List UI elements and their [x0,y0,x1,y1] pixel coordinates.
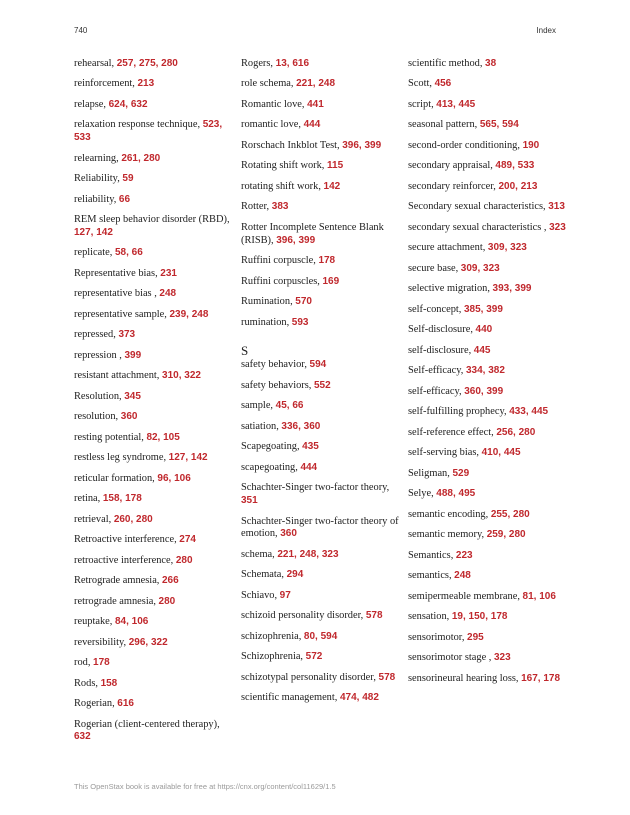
page-references-link[interactable]: 167, 178 [521,672,561,684]
index-term: secondary sexual characteristics , [408,221,550,233]
index-term: resolution, [74,411,121,423]
index-term: Ruffini corpuscles, [241,275,323,287]
index-entry [74,329,232,342]
index-entry [74,370,232,383]
page-references-link[interactable]: 440 [475,324,493,336]
page-references-link[interactable]: 169 [322,275,340,287]
page-references-link[interactable]: 274 [179,534,196,546]
index-entry [241,276,399,289]
index-term: replicate, [74,247,115,259]
index-term: scientific method, [408,58,486,69]
page-references-link[interactable]: 295 [467,631,484,643]
index-entry [408,529,566,542]
page-references-link[interactable]: 294 [286,569,304,581]
page-references-link[interactable]: 399 [124,349,142,361]
index-term: rehearsal, [74,58,117,69]
index-entry [241,222,399,248]
index-entry [241,516,399,542]
index-entry [408,58,566,71]
page-references-link[interactable]: 313 [548,201,565,213]
index-term: rotating shift work, [241,180,324,192]
index-term: retroactive interference, [74,554,176,566]
index-entry [408,201,566,214]
index-entry [74,432,232,445]
index-term: Schachter-Singer two-factor theory, [241,482,390,494]
page-references-link[interactable]: 280 [175,554,193,566]
page-references-link[interactable]: 296, 322 [128,636,168,648]
index-term: semantic encoding, [408,508,491,520]
index-entry [74,473,232,486]
page-references-link[interactable]: 127, 142 [74,226,113,238]
page-references-link[interactable]: 310, 322 [162,370,201,382]
index-column-2 [241,58,399,713]
index-entry [74,637,232,650]
index-column-1 [74,58,232,752]
index-term: Rorschach Inkblot Test, [241,139,343,151]
index-entry [74,214,232,240]
index-entry [74,616,232,629]
index-entry [241,380,399,393]
index-term: reliability, [74,193,119,205]
index-entry [241,359,399,372]
index-term: Retrograde amnesia, [74,575,162,587]
index-term: representative bias , [74,288,160,300]
page-references-link[interactable]: 373 [118,329,136,341]
page-references-link[interactable]: 624, 632 [108,98,148,110]
index-term: rumination, [241,316,292,328]
page-references-link[interactable]: 45, 66 [275,400,304,412]
page-references-link[interactable]: 19, 150, 178 [451,611,508,623]
page-references-link[interactable]: 456 [434,78,452,90]
page-references-link[interactable]: 255, 280 [490,508,530,520]
index-term: retrograde amnesia, [74,595,159,607]
page-references-link[interactable]: 256, 280 [496,426,536,438]
index-term: Scapegoating, [241,441,303,453]
index-entry [408,550,566,563]
index-entry [408,181,566,194]
index-entry [74,58,232,71]
index-entry [74,99,232,112]
index-term: reversibility, [74,636,129,648]
index-entry [74,288,232,301]
index-term: schema, [241,548,278,560]
index-term: semantic memory, [408,529,487,541]
index-term: reticular formation, [74,472,158,484]
page-references-link[interactable]: 178 [93,657,110,669]
index-term: scapegoating, [241,461,301,473]
page-references-link[interactable]: 360, 399 [464,385,504,397]
page-references-link[interactable]: 200, 213 [498,180,538,192]
index-term: Schachter-Singer two-factor theory of emotion, [241,515,399,540]
index-term: Rods, [74,677,101,689]
index-entry [408,99,566,112]
index-entry [408,447,566,460]
index-term: retrieval, [74,513,114,525]
index-term: Semantics, [408,549,456,561]
index-entry [408,304,566,317]
page-references-link[interactable]: 445 [473,344,491,356]
page-references-link[interactable]: 413, 445 [436,98,476,110]
page-references-link[interactable]: 383 [271,201,289,213]
page-references-link[interactable]: 309, 323 [487,242,527,254]
page-references-link[interactable]: 84, 106 [114,616,149,628]
page-references-link[interactable]: 323 [494,652,511,664]
page-references-link[interactable]: 594 [309,359,327,371]
index-term: relaxation response technique, [74,119,203,131]
index-entry [241,119,399,132]
index-entry [408,283,566,296]
page-references-link[interactable]: 80, 594 [303,630,338,642]
index-term: reinforcement, [74,78,138,90]
index-entry [241,317,399,330]
page-references-link[interactable]: 96, 106 [157,472,191,484]
page-references-link[interactable]: 323 [549,221,566,233]
page-references-link[interactable]: 334, 382 [465,365,505,377]
page-references-link[interactable]: 81, 106 [522,590,556,602]
index-term: Resolution, [74,390,125,402]
index-term: sensorimotor stage , [408,652,494,664]
index-entry [408,611,566,624]
index-term: self-reference effect, [408,426,497,438]
page-references-link[interactable]: 213 [137,78,155,90]
index-entry [241,441,399,454]
index-entry [241,610,399,623]
index-entry [74,657,232,670]
page-references-link[interactable]: 257, 275, 280 [116,58,178,69]
index-term: satiation, [241,420,282,432]
index-term: sample, [241,400,276,412]
index-term: seasonal pattern, [408,119,480,131]
page-references-link[interactable]: 261, 280 [121,152,161,164]
index-entry [408,140,566,153]
index-term: sensorineural hearing loss, [408,672,522,684]
page-references-link[interactable]: 178 [318,255,336,267]
index-entry [74,194,232,207]
index-term: Romantic love, [241,98,308,110]
index-entry [241,58,399,71]
index-term: Rogers, [241,58,276,69]
page-references-link[interactable]: 259, 280 [486,529,526,541]
page-references-link[interactable]: 572 [305,651,323,663]
page-references-link[interactable]: 396, 399 [342,139,382,151]
index-entry [408,365,566,378]
index-entry [241,400,399,413]
page-references-link[interactable]: 190 [522,139,540,151]
page-references-link[interactable]: 616 [117,698,134,710]
index-entry [408,468,566,481]
index-term: Rumination, [241,296,296,308]
index-entry [74,452,232,465]
index-term: Schemata, [241,569,287,581]
page-references-link[interactable]: 593 [291,316,309,328]
page-references-link[interactable]: 223 [455,549,473,561]
index-entry [74,78,232,91]
index-term: Reliability, [74,173,123,185]
index-entry [408,632,566,645]
running-header-section: Index [536,26,556,35]
page-references-link[interactable]: 474, 482 [339,692,379,704]
index-entry [241,549,399,562]
index-term: self-serving bias, [408,447,482,459]
index-entry [241,255,399,268]
index-term: semantics, [408,570,455,582]
index-entry [74,555,232,568]
index-term: Self-efficacy, [408,365,466,377]
page-references-link[interactable]: 231 [160,267,177,279]
page-references-link[interactable]: 59 [122,173,134,185]
index-term: Retroactive interference, [74,534,180,546]
index-entry [408,242,566,255]
index-term: secondary appraisal, [408,160,496,172]
index-term: self-fulfilling prophecy, [408,406,510,418]
footer-note: This OpenStax book is available for free at https://cnx.org/content/col11629/1.5 [74,782,336,791]
index-term: Rogerian, [74,698,118,710]
index-entry [74,268,232,281]
index-entry [74,493,232,506]
index-entry [241,160,399,173]
index-term: Schizophrenia, [241,651,306,663]
index-term: Scott, [408,78,435,90]
index-term: safety behaviors, [241,379,314,391]
page-references-link[interactable]: 239, 248 [169,308,209,320]
index-entry [408,119,566,132]
index-entry [74,119,232,145]
page-references-link[interactable]: 570 [295,296,312,308]
index-entry [74,350,232,363]
index-entry [408,427,566,440]
index-term: repression , [74,349,125,361]
index-entry [408,652,566,665]
index-entry [74,534,232,547]
page-references-link[interactable]: 385, 399 [463,303,503,315]
index-term: schizoid personality disorder, [241,610,366,622]
index-term: Rotating shift work, [241,160,328,172]
index-term: restless leg syndrome, [74,452,169,464]
index-term: script, [408,98,437,110]
index-term: resting potential, [74,431,147,443]
page-references-link[interactable]: 280 [158,595,176,607]
page-references-link[interactable]: 345 [124,390,141,402]
index-entry [241,651,399,664]
index-term: relearning, [74,152,122,164]
index-term: schizophrenia, [241,630,304,642]
index-term: self-concept, [408,303,464,315]
page-references-link[interactable]: 248 [159,288,177,300]
page-references-link[interactable]: 565, 594 [479,119,519,131]
index-entry [74,173,232,186]
index-entry [408,406,566,419]
index-entry [74,514,232,527]
index-entry [74,678,232,691]
index-entry [74,309,232,322]
index-term: Ruffini corpuscle, [241,255,319,267]
page-references-link[interactable]: 127, 142 [168,452,208,464]
index-term: selective migration, [408,283,493,295]
index-term: resistant attachment, [74,370,163,382]
page-references-link[interactable]: 410, 445 [481,447,521,459]
index-entry [241,672,399,685]
page-references-link[interactable]: 523, 533 [74,119,223,144]
page-references-link[interactable]: 115 [327,160,344,172]
index-entry [408,570,566,583]
page-references-link[interactable]: 142 [323,180,341,192]
page-references-link[interactable]: 441 [307,98,324,110]
page-references-link[interactable]: 529 [452,467,470,479]
index-entry [74,719,232,745]
index-entry [241,201,399,214]
index-column-3 [408,58,566,693]
page-references-link[interactable]: 336, 360 [281,420,321,432]
page-references-link[interactable]: 578 [378,671,396,683]
index-term: relapse, [74,98,109,110]
index-term: Rotter, [241,201,272,213]
page-references-link[interactable]: 444 [300,461,318,473]
page-references-link[interactable]: 82, 105 [146,431,180,443]
index-entry [241,181,399,194]
index-entry [408,509,566,522]
index-entry [408,488,566,501]
index-term: Secondary sexual characteristics, [408,201,549,213]
index-term: safety behavior, [241,359,310,371]
page-references-link[interactable]: 433, 445 [509,406,549,418]
page-references-link[interactable]: 309, 323 [460,262,500,274]
index-entry [241,590,399,603]
page-references-link[interactable]: 97 [279,589,291,601]
index-term: Rogerian (client-centered therapy), [74,718,220,730]
index-entry [241,78,399,91]
index-term: repressed, [74,329,119,341]
page-references-link[interactable]: 435 [302,441,319,453]
index-term: secondary reinforcer, [408,180,499,192]
index-term: romantic love, [241,119,304,131]
page-references-link[interactable]: 266 [162,575,179,587]
page-references-link[interactable]: 632 [74,731,91,743]
page-references-link[interactable]: 221, 248 [296,78,336,90]
page-references-link[interactable]: 221, 248, 323 [277,548,339,560]
index-term: schizotypal personality disorder, [241,671,379,683]
index-term: reuptake, [74,616,115,628]
index-entry [241,631,399,644]
index-term: self-disclosure, [408,344,474,356]
section-letter-heading: S [241,343,249,359]
index-entry [74,698,232,711]
page-references-link[interactable]: 66 [118,193,131,205]
index-entry [74,153,232,166]
index-entry [408,673,566,686]
index-term: Self-disclosure, [408,324,476,336]
page-references-link[interactable]: 488, 495 [436,488,476,500]
index-term: representative sample, [74,308,170,320]
index-entry [408,386,566,399]
index-entry [408,591,566,604]
index-term: scientific management, [241,692,340,704]
index-entry [74,247,232,260]
index-term: Representative bias, [74,267,161,279]
index-entry [408,160,566,173]
index-term: Schiavo, [241,589,280,601]
page-references-link[interactable]: 260, 280 [113,513,153,525]
index-entry [408,78,566,91]
page-references-link[interactable]: 444 [303,119,321,131]
index-entry [241,296,399,309]
index-term: secure base, [408,262,461,274]
page-references-link[interactable]: 13, 616 [275,58,310,69]
index-entry [241,482,399,508]
page-references-link[interactable]: 351 [241,495,258,507]
page-references-link[interactable]: 360 [120,411,138,423]
page-references-link[interactable]: 58, 66 [114,247,143,259]
index-term: Seligman, [408,467,453,479]
page-references-link[interactable]: 578 [365,610,383,622]
index-entry [241,569,399,582]
page-references-link[interactable]: 158 [100,677,118,689]
page-references-link[interactable]: 552 [314,379,331,391]
index-entry [74,411,232,424]
index-entry [241,421,399,434]
index-entry [408,263,566,276]
page-references-link[interactable]: 360 [280,528,297,540]
page-number: 740 [74,26,88,35]
index-term: semipermeable membrane, [408,590,523,602]
index-term: Rotter Incomplete Sentence Blank (RISB), [241,221,384,246]
index-entry [74,596,232,609]
index-entry [241,140,399,153]
index-term: role schema, [241,78,297,90]
index-term: retina, [74,493,103,505]
page-references-link[interactable]: 489, 533 [495,160,535,172]
index-term: REM sleep behavior disorder (RBD), [74,214,230,226]
index-term: secure attachment, [408,242,488,254]
page-references-link[interactable]: 158, 178 [102,493,142,505]
index-entry [408,345,566,358]
index-entry [241,692,399,705]
index-entry [241,99,399,112]
index-entry [74,575,232,588]
index-entry [408,222,566,235]
page-references-link[interactable]: 38 [485,58,497,69]
index-term: sensation, [408,611,452,623]
index-term: sensorimotor, [408,631,468,643]
index-term: self-efficacy, [408,385,465,397]
index-entry [74,391,232,404]
page-references-link[interactable]: 393, 399 [492,283,532,295]
index-entry [408,324,566,337]
page-references-link[interactable]: 248 [454,570,471,582]
index-term: Selye, [408,488,437,500]
index-term: second-order conditioning, [408,139,523,151]
index-entry [241,462,399,475]
page-references-link[interactable]: 396, 399 [276,234,316,246]
index-term: rod, [74,657,94,669]
